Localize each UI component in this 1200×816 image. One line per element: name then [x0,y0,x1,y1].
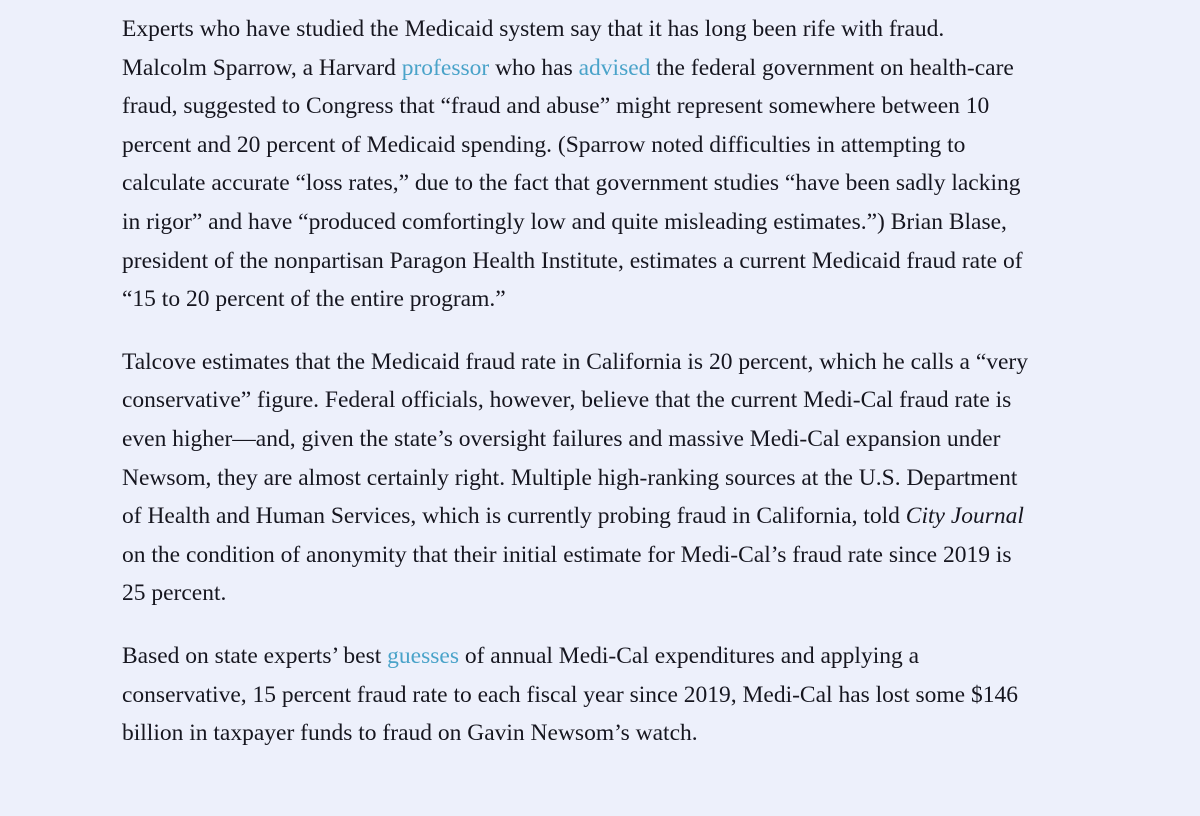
paragraph-text: the federal government on health-care fraud, suggested to Congress that “fraud and abuse” might represent somewhere between 10 percent and 20 percent of Medicaid spending. (Sparrow noted difficulties in attempting to calculate accurate “loss rates,” due to the fact that government studies “have been sadly lacking in rigor” and have “produced comfortingly low and quite misleading estimates.”) Brian Blase, president of the nonpartisan Paragon Health Institute, estimates a current Medicaid fraud rate of “15 to 20 percent of the entire program.” [122,54,1023,313]
paragraph-text: Talcove estimates that the Medicaid fraud rate in California is 20 percent, which he calls a “very conservative” figure. Federal officials, however, believe that the current Medi-Cal fraud rate is even higher—and, given the state’s oversight failures and massive Medi-Cal expansion under Newsom, they are almost certainly right. Multiple high-ranking sources at the U.S. Department of Health and Human Services, which is currently probing fraud in California, told [122,348,1029,530]
publication-name: City Journal [905,503,1024,530]
link-guesses[interactable]: guesses [387,642,459,669]
paragraph-text: who has [489,54,579,81]
paragraph-3 [122,637,1034,753]
paragraph-text: Based on state experts’ best [122,642,388,669]
link-advised[interactable]: advised [578,54,651,81]
paragraph-2 [122,343,1034,613]
paragraph-text: on the condition of anonymity that their initial estimate for Medi-Cal’s fraud rate since 2019 is 25 percent. [122,541,1012,607]
link-professor[interactable]: professor [401,54,490,81]
paragraph-text: Experts who have studied the Medicaid system say that it has long been rife with fraud. Malcolm Sparrow, a Harvard [122,16,945,81]
paragraph-1 [122,10,1034,319]
article-body [122,0,1034,753]
paragraph-text: of annual Medi-Cal expenditures and applying a conservative, 15 percent fraud rate to each fiscal year since 2019, Medi-Cal has lost some $146 billion in taxpayer funds to fraud on Gavin Newsom’s watch. [122,642,1018,747]
